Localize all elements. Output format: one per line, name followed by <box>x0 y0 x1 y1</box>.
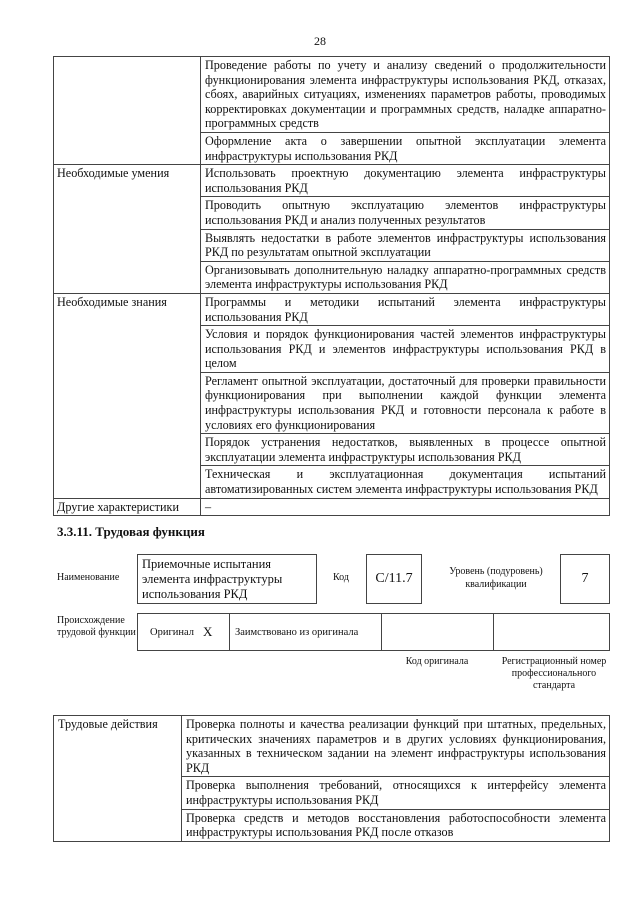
table-cell: Проводить опытную эксплуатацию элементов инфраструктуры использования РКД и анализ полученных результатов <box>201 197 610 229</box>
table-cell: Проведение работы по учету и анализу сведений о продолжительности функционирования элемента инфраструктуры использования РКД, отказах, сбоях, аварийных ситуациях, изменениях параметров работы, проводимых корректировках документации и программных средств, наладке аппаратно-программных средств <box>201 57 610 133</box>
table-row <box>54 498 610 516</box>
row-label <box>54 57 201 165</box>
table-cell: Проверка выполнения требований, относящихся к интерфейсу элемента инфраструктуры использования РКД <box>182 777 610 809</box>
code-orig-caption: Код оригинала <box>405 656 469 667</box>
code-label: Код <box>333 572 349 583</box>
origin-row <box>137 613 610 651</box>
original-mark: Х <box>203 624 213 639</box>
level-value: 7 <box>560 554 610 604</box>
origin-label: Происхождение трудовой функции <box>57 615 136 638</box>
section-title: 3.3.11. Трудовая функция <box>57 524 205 539</box>
original-label: Оригинал <box>150 626 194 638</box>
actions-table <box>53 715 610 842</box>
table-cell: Условия и порядок функционирования частей элементов инфраструктуры использования РКД и элементов инфраструктуры использования РКД в целом <box>201 326 610 373</box>
table-row <box>54 165 610 197</box>
level-label: Уровень (подуровень) квалификации <box>449 566 543 590</box>
table-cell: Оформление акта о завершении опытной эксплуатации элемента инфраструктуры использования РКД <box>201 132 610 164</box>
reg-number-cell <box>493 613 610 651</box>
table-cell: Проверка полноты и качества реализации функций при штатных, предельных, критических значениях параметров и в других условиях функционирования, указанных в техническом задании на элемент инфраструктуры использования РКД <box>182 716 610 777</box>
table-cell: Программы и методики испытаний элемента инфраструктуры использования РКД <box>201 293 610 325</box>
table-cell: Порядок устранения недостатков, выявленных в процессе опытной эксплуатации элемента инфраструктуры использования РКД <box>201 434 610 466</box>
table-row <box>54 716 610 777</box>
reg-number-caption: Регистрационный номер профессионального стандарта <box>501 656 607 691</box>
borrowed-cell <box>229 613 381 651</box>
requirements-table <box>53 56 610 516</box>
table-cell: Использовать проектную документацию элемента инфраструктуры использования РКД <box>201 165 610 197</box>
original-cell <box>137 613 229 651</box>
row-label-knowledge: Необходимые знания <box>54 293 201 498</box>
name-value: Приемочные испытания элемента инфраструктуры использования РКД <box>137 554 317 604</box>
table-row <box>54 293 610 325</box>
table-row <box>54 57 610 133</box>
table-cell: – <box>201 498 610 516</box>
row-label-actions: Трудовые действия <box>54 716 182 842</box>
page-number: 28 <box>314 34 326 48</box>
table-cell: Выявлять недостатки в работе элементов инфраструктуры использования РКД по результатам опытной эксплуатации <box>201 229 610 261</box>
table-cell: Техническая и эксплуатационная документация испытаний автоматизированных систем элемента инфраструктуры использования РКД <box>201 466 610 498</box>
table-cell: Регламент опытной эксплуатации, достаточный для проверки правильности функционирования при выполнении каждой функции элемента инфраструктуры использования РКД и готовности персонала к работе в условиях его функционирования <box>201 372 610 433</box>
borrowed-label: Заимствовано из оригинала <box>235 626 359 638</box>
table-cell: Организовывать дополнительную наладку аппаратно-программных средств элемента инфраструктуры использования РКД <box>201 261 610 293</box>
name-label: Наименование <box>57 572 120 583</box>
row-label-other: Другие характеристики <box>54 498 201 516</box>
code-orig-cell <box>381 613 493 651</box>
code-value: С/11.7 <box>366 554 422 604</box>
table-cell: Проверка средств и методов восстановления работоспособности элемента инфраструктуры использования РКД после отказов <box>182 809 610 841</box>
row-label-skills: Необходимые умения <box>54 165 201 294</box>
